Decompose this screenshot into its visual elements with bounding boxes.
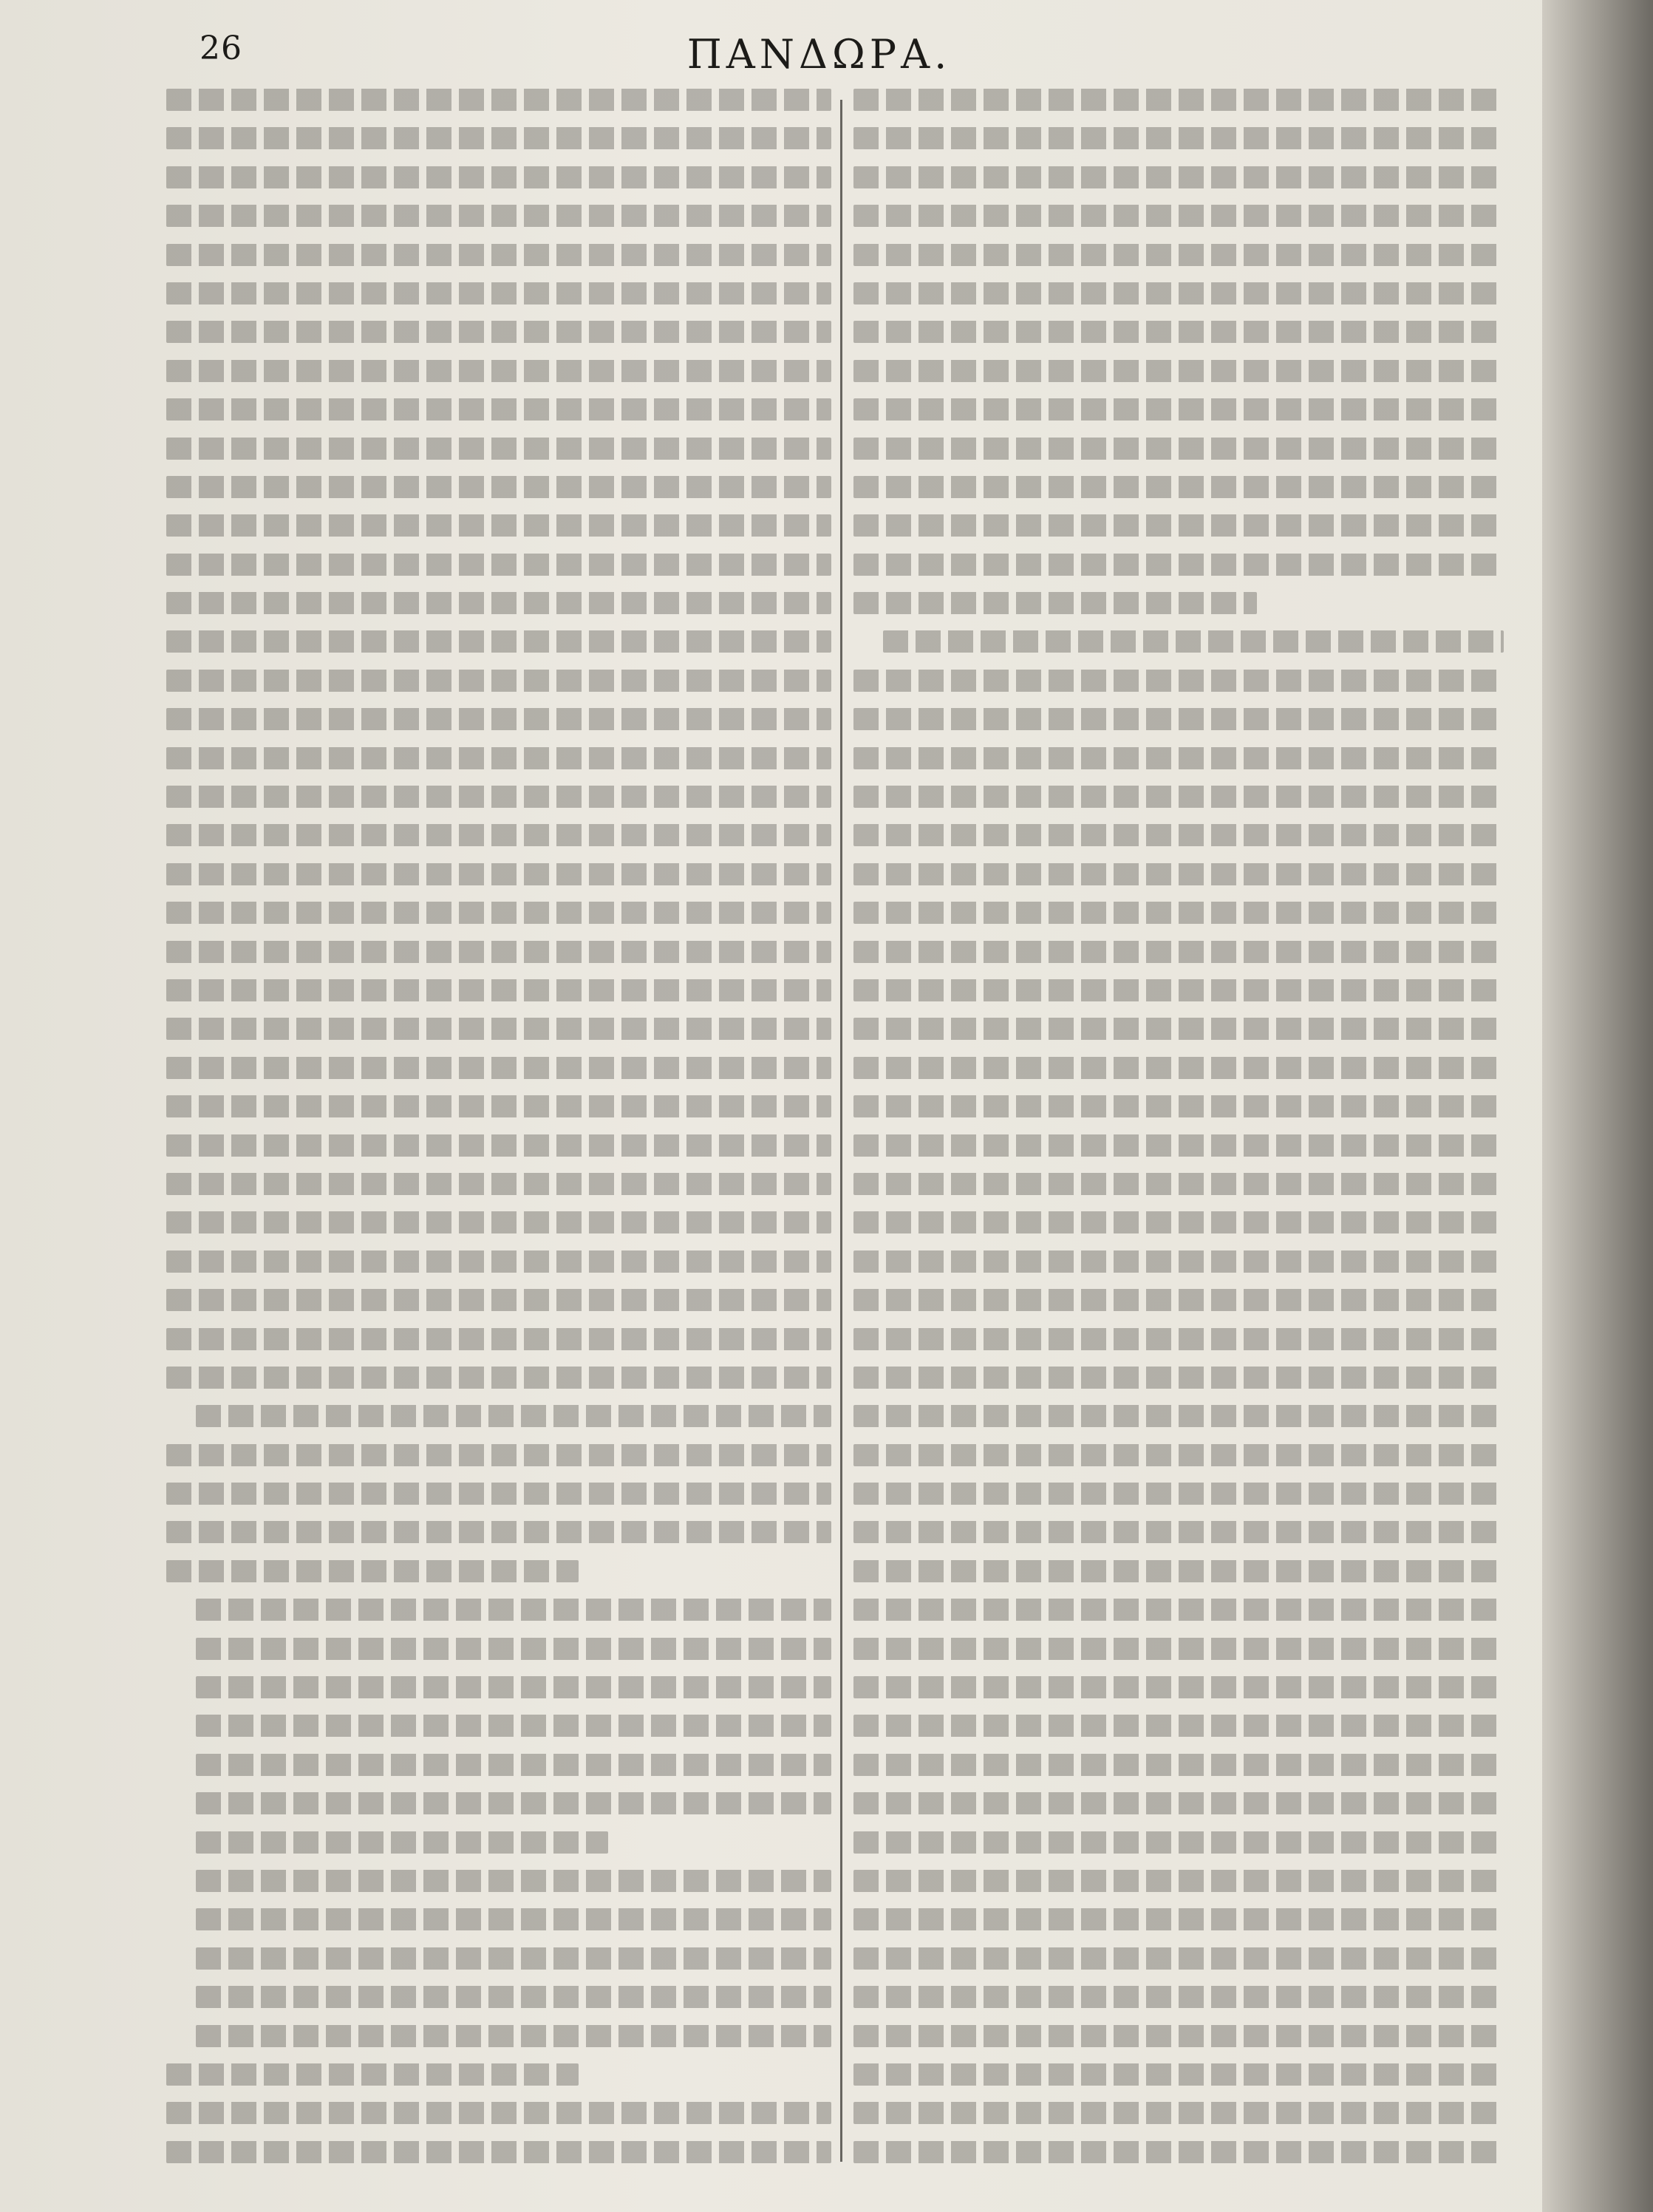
text-line-placeholder — [853, 1444, 1504, 1466]
text-line-placeholder — [166, 398, 831, 421]
text-line-placeholder — [853, 1870, 1504, 1892]
text-line-placeholder — [853, 863, 1504, 885]
text-line-placeholder — [853, 1483, 1504, 1505]
text-line-placeholder — [166, 554, 831, 576]
text-line-placeholder — [853, 1715, 1504, 1737]
text-line-placeholder — [853, 1831, 1504, 1854]
text-line-placeholder — [196, 1870, 831, 1892]
text-line-placeholder — [166, 1328, 831, 1350]
text-line-placeholder — [166, 1173, 831, 1195]
text-line-placeholder — [166, 2063, 579, 2086]
page-number: 26 — [200, 30, 242, 67]
text-line-placeholder — [166, 824, 831, 846]
left-column — [166, 89, 831, 2165]
text-line-placeholder — [853, 1754, 1504, 1776]
text-line-placeholder — [166, 979, 831, 1001]
text-line-placeholder — [853, 1328, 1504, 1350]
text-line-placeholder — [166, 2102, 831, 2124]
text-line-placeholder — [166, 1560, 579, 1582]
text-line-placeholder — [166, 863, 831, 885]
text-line-placeholder — [853, 514, 1504, 537]
text-line-placeholder — [166, 1134, 831, 1157]
text-line-placeholder — [853, 786, 1504, 808]
text-line-placeholder — [166, 708, 831, 730]
text-line-placeholder — [853, 1057, 1504, 1079]
text-line-placeholder — [853, 979, 1504, 1001]
text-line-placeholder — [853, 244, 1504, 266]
text-line-placeholder — [166, 941, 831, 963]
text-line-placeholder — [853, 2102, 1504, 2124]
page-edge-shadow — [1542, 0, 1653, 2212]
text-line-placeholder — [196, 1831, 608, 1854]
text-line-placeholder — [166, 476, 831, 498]
text-line-placeholder — [853, 1676, 1504, 1698]
text-line-placeholder — [166, 2141, 831, 2163]
text-line-placeholder — [853, 1638, 1504, 1660]
text-line-placeholder — [196, 1792, 831, 1814]
text-line-placeholder — [196, 1986, 831, 2008]
text-line-placeholder — [166, 514, 831, 537]
text-line-placeholder — [166, 438, 831, 460]
page-header — [170, 15, 1468, 96]
text-line-placeholder — [196, 1947, 831, 1970]
text-line-placeholder — [196, 2025, 831, 2047]
text-line-placeholder — [853, 360, 1504, 382]
text-line-placeholder — [853, 2063, 1504, 2086]
text-line-placeholder — [196, 1715, 831, 1737]
text-line-placeholder — [853, 1405, 1504, 1427]
text-line-placeholder — [853, 1521, 1504, 1543]
text-line-placeholder — [166, 670, 831, 692]
text-line-placeholder — [853, 2025, 1504, 2047]
text-line-placeholder — [883, 630, 1504, 653]
text-line-placeholder — [853, 902, 1504, 924]
text-line-placeholder — [166, 321, 831, 343]
text-line-placeholder — [196, 1908, 831, 1930]
text-line-placeholder — [853, 89, 1504, 111]
text-line-placeholder — [166, 902, 831, 924]
text-line-placeholder — [196, 1676, 831, 1698]
text-line-placeholder — [166, 166, 831, 188]
text-line-placeholder — [853, 1986, 1504, 2008]
text-line-placeholder — [166, 1521, 831, 1543]
text-line-placeholder — [166, 244, 831, 266]
text-line-placeholder — [853, 1095, 1504, 1117]
text-line-placeholder — [853, 282, 1504, 304]
text-line-placeholder — [166, 786, 831, 808]
text-line-placeholder — [853, 747, 1504, 769]
text-line-placeholder — [853, 205, 1504, 227]
text-line-placeholder — [853, 1134, 1504, 1157]
text-line-placeholder — [166, 1289, 831, 1311]
text-line-placeholder — [853, 1792, 1504, 1814]
text-line-placeholder — [853, 398, 1504, 421]
text-line-placeholder — [853, 1367, 1504, 1389]
text-line-placeholder — [853, 1599, 1504, 1621]
text-line-placeholder — [853, 1908, 1504, 1930]
text-line-placeholder — [166, 747, 831, 769]
text-line-placeholder — [853, 1289, 1504, 1311]
text-line-placeholder — [853, 1560, 1504, 1582]
text-line-placeholder — [166, 127, 831, 149]
text-line-placeholder — [853, 1211, 1504, 1233]
text-line-placeholder — [853, 166, 1504, 188]
text-line-placeholder — [166, 1483, 831, 1505]
text-line-placeholder — [166, 1367, 831, 1389]
text-line-placeholder — [196, 1638, 831, 1660]
text-line-placeholder — [853, 438, 1504, 460]
right-column — [853, 89, 1504, 2165]
text-line-placeholder — [853, 1018, 1504, 1040]
text-line-placeholder — [166, 205, 831, 227]
text-line-placeholder — [196, 1599, 831, 1621]
text-line-placeholder — [853, 941, 1504, 963]
text-line-placeholder — [853, 127, 1504, 149]
text-line-placeholder — [853, 476, 1504, 498]
text-line-placeholder — [853, 592, 1257, 614]
column-divider — [840, 100, 842, 2162]
text-line-placeholder — [853, 1947, 1504, 1970]
text-line-placeholder — [166, 89, 831, 111]
text-line-placeholder — [166, 1211, 831, 1233]
text-line-placeholder — [166, 1444, 831, 1466]
text-line-placeholder — [853, 2141, 1504, 2163]
text-line-placeholder — [166, 360, 831, 382]
text-line-placeholder — [166, 1018, 831, 1040]
text-line-placeholder — [166, 1057, 831, 1079]
text-line-placeholder — [853, 670, 1504, 692]
text-line-placeholder — [166, 592, 831, 614]
text-line-placeholder — [853, 321, 1504, 343]
text-line-placeholder — [166, 1095, 831, 1117]
text-line-placeholder — [166, 630, 831, 653]
text-line-placeholder — [166, 1250, 831, 1273]
text-line-placeholder — [853, 554, 1504, 576]
text-line-placeholder — [853, 824, 1504, 846]
text-line-placeholder — [166, 282, 831, 304]
text-line-placeholder — [196, 1754, 831, 1776]
text-line-placeholder — [853, 708, 1504, 730]
text-line-placeholder — [853, 1173, 1504, 1195]
running-title: ΠΑΝΔΩΡΑ. — [686, 31, 952, 78]
text-line-placeholder — [853, 1250, 1504, 1273]
text-line-placeholder — [196, 1405, 831, 1427]
